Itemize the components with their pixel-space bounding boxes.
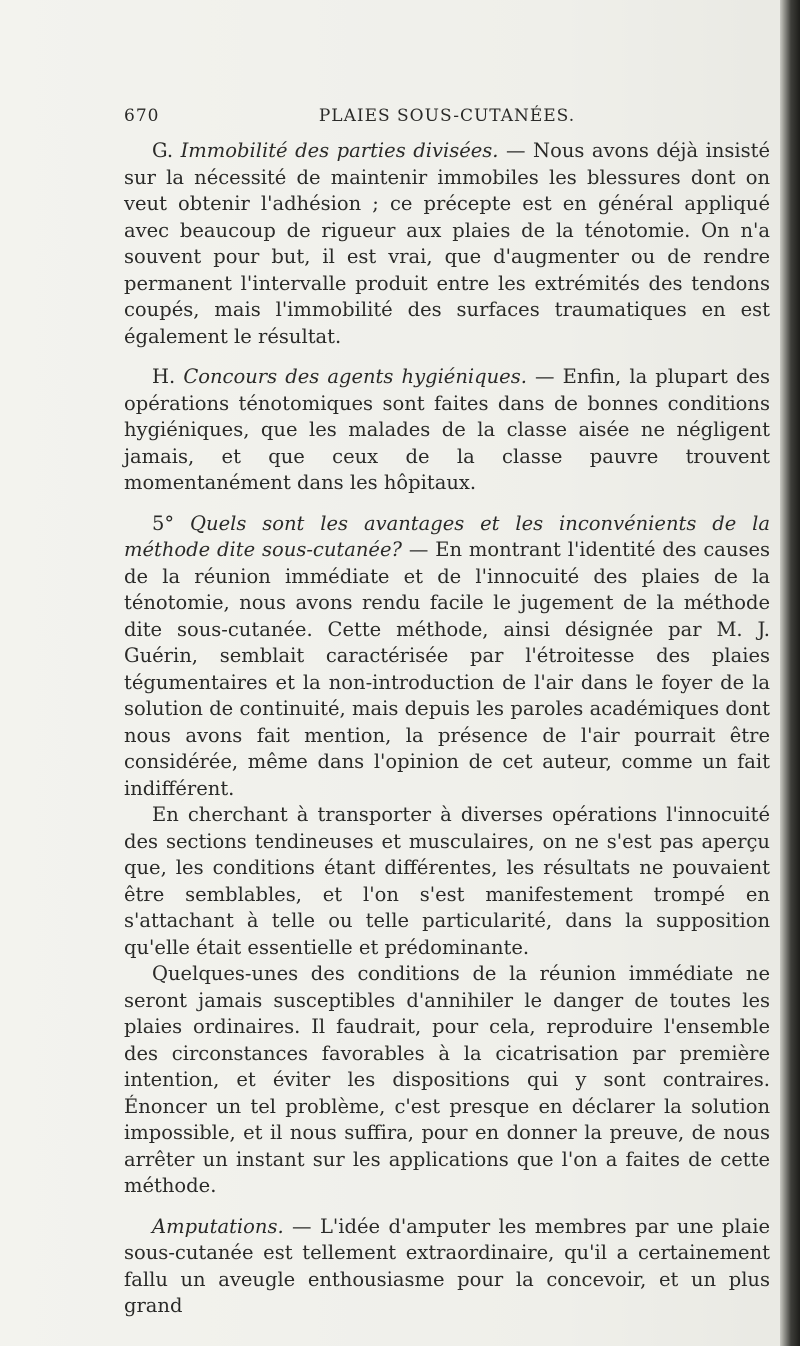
paragraph-body: — Nous avons déjà insisté sur la nécessité de maintenir immobiles les blessures dont on veut obtenir l'adhésion ; ce précepte est en général appliqué avec beaucoup de rigueur aux plaies de la ténotomie. On n'a souvent pour but, il est vrai, que d'augmenter ou de rendre permanent l'intervalle produit entre les extrémités des tendons coupés, mais l'immobilité des surfaces traumatiques en est également le résultat. [124, 139, 771, 348]
paragraph-amputations [124, 1214, 770, 1320]
paragraph-body: — En montrant l'identité des causes de la réunion immédiate et de l'innocuité des plaies de la ténotomie, nous avons rendu facile le jugement de la méthode dite sous-cutanée. Cette méthode, ainsi désignée par M. J. Guérin, semblait caractérisée par l'étroitesse des plaies tégumentaires et la non-introduction de l'air dans le foyer de la solution de continuité, mais depuis les paroles académiques dont nous avons fait mention, la présence de l'air pourrait être considérée, même dans l'opinion de cet auteur, comme un fait indifférent. [124, 538, 770, 800]
body-text [124, 138, 770, 1320]
section-heading: Quels sont les avantages et les inconvénients de la méthode dite sous-cutanée? [124, 511, 771, 561]
paragraph-lead: H. [152, 365, 184, 388]
page-number: 670 [124, 106, 160, 126]
paragraph-g [124, 138, 770, 350]
paragraph-transporter [124, 802, 770, 961]
paragraph-lead: 5° [152, 511, 191, 535]
paragraph-h [124, 364, 770, 497]
section-heading: Concours des agents hygiéniques. [183, 365, 527, 388]
paragraph-body: En cherchant à transporter à diverses opérations l'innocuité des sections tendineuses et musculaires, on ne s'est pas aperçu que, les conditions étant différentes, les résultats ne pouvaient être semblables, et l'on s'est manifestement trompé en s'attachant à telle ou telle particularité, dans la supposition qu'elle était essentielle et prédominante. [124, 803, 770, 959]
paragraph-5 [124, 511, 770, 803]
section-heading: Immobilité des parties divisées. [180, 139, 499, 162]
paragraph-body: Quelques-unes des conditions de la réunion immédiate ne seront jamais susceptibles d'annihiler le danger de toutes les plaies ordinaires. Il faudrait, pour cela, reproduire l'ensemble des circonstances favorables à la cicatrisation par première intention, et éviter les dispositions qui y sont contraires. Énoncer un tel problème, c'est presque en déclarer la solution impossible, et il nous suffira, pour en donner la preuve, de nous arrêter un instant sur les applications que l'on a faites de cette méthode. [124, 962, 770, 1197]
section-heading: Amputations. [152, 1214, 284, 1238]
paragraph-lead: G. [152, 139, 181, 162]
paragraph-body: — Enfin, la plupart des opérations ténotomiques sont faites dans de bonnes conditions hygiéniques, que les malades de la classe aisée ne négligent jamais, et que ceux de la classe pauvre trouvent momentanément dans les hôpitaux. [124, 365, 770, 494]
page-header [124, 106, 770, 132]
running-title: PLAIES SOUS-CUTANÉES. [318, 106, 576, 126]
page-edge-shadow [780, 0, 800, 1346]
paragraph-body: — L'idée d'amputer les membres par une plaie sous-cutanée est tellement extraordinaire, qu'il a certainement fallu un aveugle enthousiasme pour la concevoir, et un plus grand [124, 1214, 770, 1317]
paragraph-conditions [124, 961, 770, 1200]
